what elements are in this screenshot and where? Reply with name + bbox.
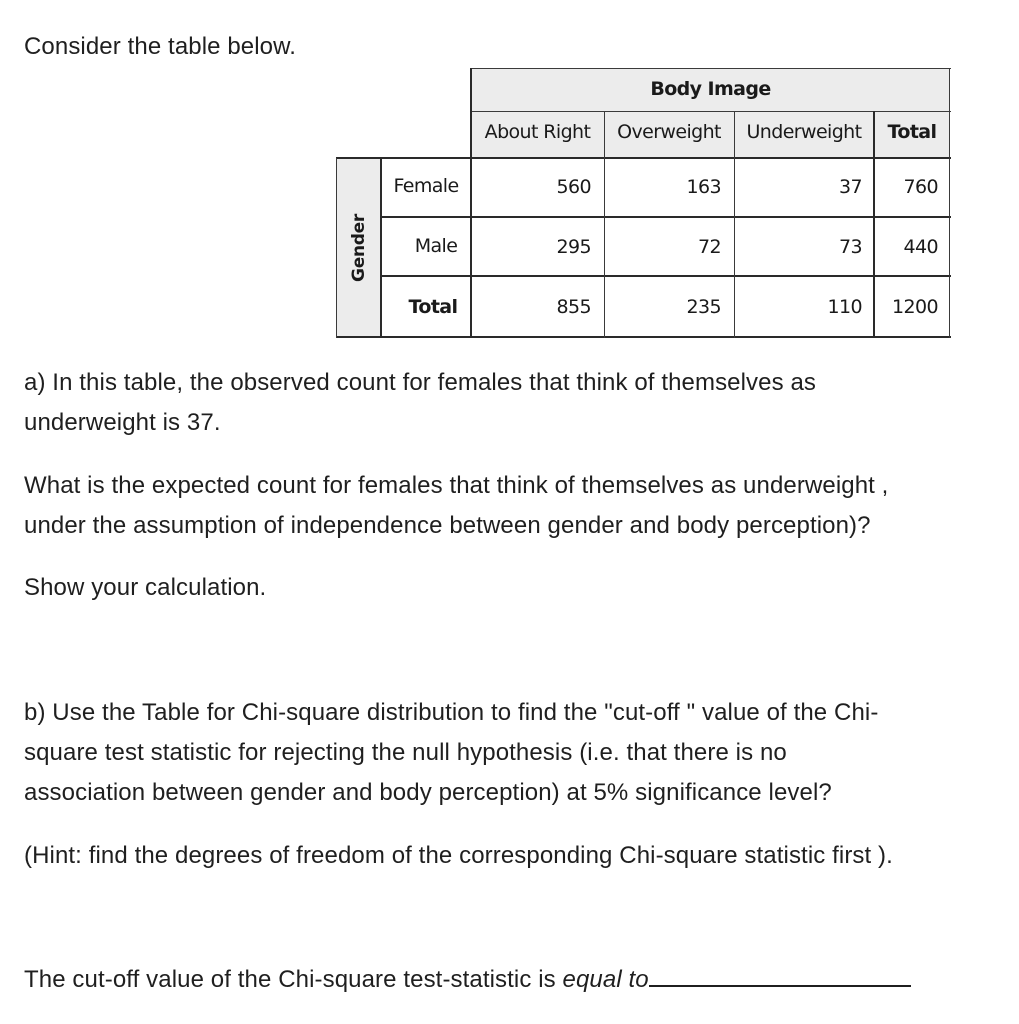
col-header-total: Total	[887, 121, 937, 143]
cell-female-total: 760	[903, 176, 938, 198]
cell-male-about-right: 295	[556, 236, 591, 258]
cell-total-about-right: 855	[556, 296, 591, 318]
cell-female-overweight: 163	[686, 176, 721, 198]
answer-blank[interactable]	[649, 959, 911, 987]
cell-female-about-right: 560	[556, 176, 591, 198]
answer-emphasis: equal to	[562, 966, 649, 993]
col-header-about-right: About Right	[484, 121, 591, 143]
body-image-table	[0, 0, 1019, 345]
cell-male-underweight: 73	[839, 236, 862, 258]
part-a-statement	[24, 363, 999, 443]
part-a-instruction: Show your calculation.	[24, 574, 267, 601]
part-b-line-2: square test statistic for rejecting the null hypothesis (i.e. that there is no	[24, 739, 787, 766]
part-a-question-line-2: under the assumption of independence between gender and body perception)?	[24, 512, 871, 539]
row-label-male: Male	[414, 235, 458, 257]
part-b-question	[24, 693, 999, 813]
cell-male-total: 440	[903, 236, 938, 258]
grid-line	[604, 111, 605, 338]
grid-line	[471, 68, 951, 69]
answer-prefix: The cut-off value of the Chi-square test-statistic is	[24, 966, 563, 993]
part-a-question-line-1: What is the expected count for females that think of themselves as underweight ,	[24, 472, 889, 499]
gender-label-text: Gender	[349, 214, 369, 282]
gender-label	[337, 158, 381, 338]
row-label-total: Total	[408, 296, 458, 318]
answer-line	[24, 959, 999, 1000]
grid-line	[381, 216, 951, 218]
part-b-hint: (Hint: find the degrees of freedom of the corresponding Chi-square statistic first ).	[24, 842, 893, 869]
grid-line	[381, 275, 951, 277]
grid-line	[470, 68, 472, 338]
intro-text: Consider the table below.	[24, 33, 297, 60]
cell-total-total: 1200	[892, 296, 938, 318]
grid-line	[336, 157, 951, 159]
cell-female-underweight: 37	[839, 176, 862, 198]
cell-total-overweight: 235	[686, 296, 721, 318]
col-header-overweight: Overweight	[617, 121, 721, 143]
part-a-line-1: a) In this table, the observed count for females that think of themselves as	[24, 369, 817, 396]
grid-line	[873, 111, 875, 338]
part-b-line-1: b) Use the Table for Chi-square distribution to find the "cut-off " value of the Chi-	[24, 699, 879, 726]
part-a-line-2: underweight is 37.	[24, 409, 221, 436]
cell-male-overweight: 72	[698, 236, 721, 258]
grid-line	[380, 158, 382, 338]
table-title: Body Image	[650, 78, 771, 100]
part-b-line-3: association between gender and body perception) at 5% significance level?	[24, 779, 832, 806]
part-a-question	[24, 466, 999, 546]
grid-line	[734, 111, 735, 338]
grid-line	[471, 111, 951, 112]
grid-line	[949, 68, 950, 338]
grid-line	[336, 158, 337, 338]
grid-line	[336, 336, 951, 338]
col-header-underweight: Underweight	[746, 121, 862, 143]
row-label-female: Female	[393, 175, 459, 197]
cell-total-underweight: 110	[827, 296, 862, 318]
